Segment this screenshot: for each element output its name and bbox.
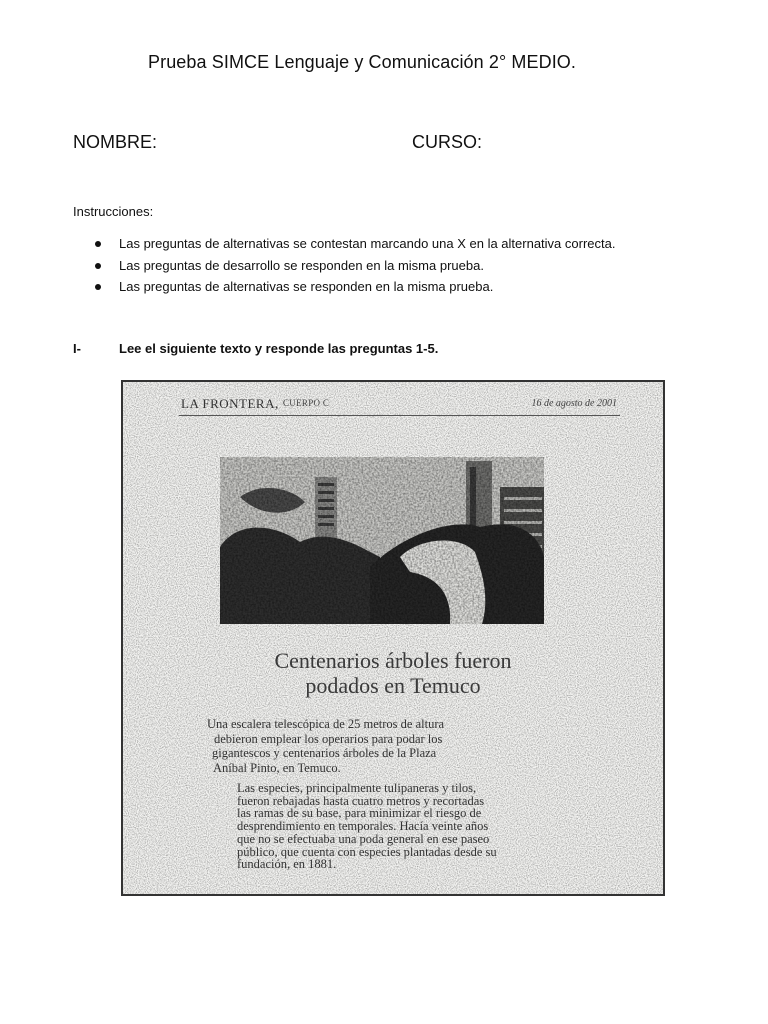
instruction-text: Las preguntas de desarrollo se responden en la misma prueba. bbox=[119, 257, 484, 273]
bullet-icon bbox=[95, 284, 101, 290]
instruction-text: Las preguntas de alternativas se responden en la misma prueba. bbox=[119, 279, 494, 294]
curso-label: CURSO: bbox=[412, 132, 483, 152]
body-line: desprendimiento en temporales. Hacía veinte años bbox=[237, 819, 489, 834]
newspaper-name: LA FRONTERA, bbox=[181, 396, 279, 411]
body-line: las ramas de su base, para minimizar el riesgo de bbox=[237, 806, 482, 821]
lead-line: debieron emplear los operarios para podar los bbox=[214, 731, 443, 746]
lead-line: Una escalera telescópica de 25 metros de altura bbox=[207, 717, 445, 731]
body-line: fueron rebajadas hasta cuatro metros y recortadas bbox=[237, 793, 485, 808]
body-line: Las especies, principalmente tulipaneras y tilos, bbox=[237, 781, 477, 795]
body-line: que no se efectuaba una poda general en ese paseo bbox=[237, 831, 490, 846]
bullet-icon bbox=[95, 241, 101, 247]
instruction-text: Las preguntas de alternativas se contestan marcando una X en la alternativa correcta. bbox=[119, 236, 616, 251]
instructions-list bbox=[73, 235, 615, 300]
section-number: I- bbox=[73, 341, 81, 356]
body-line: fundación, en 1881. bbox=[237, 857, 337, 872]
headline bbox=[123, 648, 663, 698]
instructions-heading: Instrucciones: bbox=[73, 204, 154, 219]
section-instruction: Lee el siguiente texto y responde las preguntas 1-5. bbox=[119, 341, 439, 356]
nombre-label: NOMBRE: bbox=[73, 132, 158, 152]
bullet-icon bbox=[95, 263, 101, 269]
city-tree-photo bbox=[220, 457, 544, 624]
newspaper-clipping bbox=[121, 380, 665, 896]
headline-line: Centenarios árboles fueron bbox=[274, 648, 512, 673]
instruction-item bbox=[73, 257, 615, 279]
body-line: público, que cuenta con especies plantadas desde su bbox=[237, 844, 497, 859]
headline-line: podados en Temuco bbox=[305, 673, 481, 698]
instruction-item bbox=[73, 235, 615, 257]
lead-line: Aníbal Pinto, en Temuco. bbox=[213, 760, 341, 775]
newspaper-section: CUERPO C bbox=[283, 398, 330, 408]
body-paragraph bbox=[237, 782, 559, 871]
lead-paragraph bbox=[207, 717, 507, 775]
instruction-item bbox=[73, 278, 615, 300]
page-title: Prueba SIMCE Lenguaje y Comunicación 2° MEDIO. bbox=[148, 52, 576, 72]
masthead-rule bbox=[179, 415, 620, 416]
newspaper-date: 16 de agosto de 2001 bbox=[531, 398, 617, 409]
lead-line: gigantescos y centenarios árboles de la Plaza bbox=[212, 746, 437, 760]
